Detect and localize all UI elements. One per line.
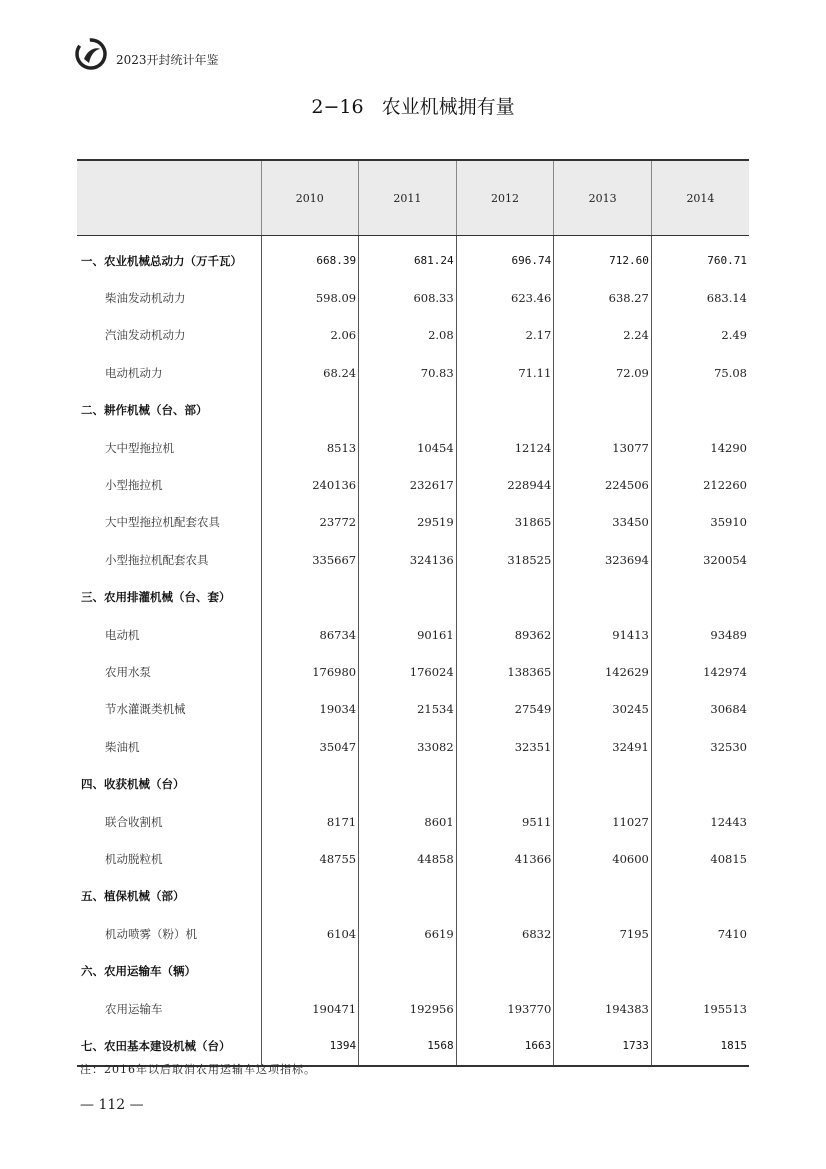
item-label: 汽油发动机动力	[105, 328, 186, 343]
item-label: 大中型拖拉机	[105, 440, 174, 455]
table-row	[77, 952, 749, 989]
item-label: 电动机	[105, 627, 140, 642]
table-row	[77, 279, 749, 316]
item-label: 大中型拖拉机配套农具	[105, 515, 220, 530]
value-cell: 6832	[456, 915, 554, 952]
value-cell: 35047	[261, 728, 359, 765]
table-title: 农业机械拥有量	[381, 96, 515, 118]
value-cell: 2.24	[554, 317, 652, 354]
value-cell: 212260	[651, 466, 749, 503]
category-label: 四、收获机械（台）	[81, 777, 185, 792]
column-header: 2013	[554, 160, 652, 236]
value-cell: 75.08	[651, 354, 749, 391]
value-cell: 192956	[359, 990, 457, 1027]
value-cell	[456, 765, 554, 802]
header-blank-cell	[77, 160, 261, 236]
value-cell: 32491	[554, 728, 652, 765]
value-cell: 32351	[456, 728, 554, 765]
table-number: 2−16	[311, 96, 364, 118]
value-cell: 89362	[456, 616, 554, 653]
value-cell	[651, 392, 749, 429]
value-cell: 72.09	[554, 354, 652, 391]
value-cell: 11027	[554, 803, 652, 840]
category-label: 七、农田基本建设机械（台）	[77, 1027, 261, 1065]
value-cell	[359, 392, 457, 429]
value-cell: 30684	[651, 691, 749, 728]
item-label: 柴油发动机动力	[105, 291, 186, 306]
value-cell: 40815	[651, 840, 749, 877]
value-cell	[359, 579, 457, 616]
value-cell: 712.60	[554, 236, 652, 280]
table-row	[77, 392, 749, 429]
value-cell: 90161	[359, 616, 457, 653]
value-cell: 1815	[651, 1027, 749, 1065]
value-cell: 2.08	[359, 317, 457, 354]
value-cell: 598.09	[261, 279, 359, 316]
value-cell: 193770	[456, 990, 554, 1027]
item-label: 电动机动力	[105, 365, 163, 380]
page-number: — 112 —	[80, 1097, 144, 1113]
value-cell: 6619	[359, 915, 457, 952]
value-cell	[261, 765, 359, 802]
value-cell	[359, 878, 457, 915]
value-cell	[554, 952, 652, 989]
table-row	[77, 616, 749, 653]
item-label: 机动喷雾（粉）机	[105, 926, 197, 941]
value-cell: 86734	[261, 616, 359, 653]
value-cell: 7195	[554, 915, 652, 952]
value-cell: 232617	[359, 466, 457, 503]
item-label: 小型拖拉机	[105, 478, 163, 493]
value-cell: 71.11	[456, 354, 554, 391]
value-cell: 70.83	[359, 354, 457, 391]
value-cell: 194383	[554, 990, 652, 1027]
data-table-container	[77, 159, 749, 1067]
yearbook-title: 2023开封统计年鉴	[116, 52, 219, 67]
column-header: 2014	[651, 160, 749, 236]
value-cell: 40600	[554, 840, 652, 877]
value-cell: 93489	[651, 616, 749, 653]
value-cell: 683.14	[651, 279, 749, 316]
value-cell: 190471	[261, 990, 359, 1027]
value-cell	[554, 579, 652, 616]
value-cell: 681.24	[359, 236, 457, 280]
value-cell	[261, 952, 359, 989]
value-cell: 1663	[456, 1027, 554, 1065]
value-cell: 68.24	[261, 354, 359, 391]
value-cell: 138365	[456, 653, 554, 690]
table-row	[77, 1027, 749, 1065]
table-row	[77, 466, 749, 503]
table-row	[77, 317, 749, 354]
value-cell: 8601	[359, 803, 457, 840]
item-label: 农用水泵	[105, 664, 151, 679]
value-cell: 31865	[456, 504, 554, 541]
value-cell	[651, 765, 749, 802]
value-cell	[456, 878, 554, 915]
table-row	[77, 691, 749, 728]
value-cell: 6104	[261, 915, 359, 952]
value-cell: 335667	[261, 541, 359, 578]
value-cell: 32530	[651, 728, 749, 765]
value-cell: 48755	[261, 840, 359, 877]
value-cell: 91413	[554, 616, 652, 653]
value-cell	[651, 579, 749, 616]
value-cell: 12124	[456, 429, 554, 466]
value-cell: 760.71	[651, 236, 749, 280]
value-cell: 318525	[456, 541, 554, 578]
item-label: 柴油机	[105, 739, 140, 754]
value-cell	[554, 392, 652, 429]
table-body	[77, 236, 749, 1066]
value-cell: 323694	[554, 541, 652, 578]
value-cell	[261, 392, 359, 429]
value-cell: 176980	[261, 653, 359, 690]
value-cell: 8513	[261, 429, 359, 466]
category-label: 一、农业机械总动力（万千瓦）	[81, 253, 242, 268]
item-label: 小型拖拉机配套农具	[105, 552, 209, 567]
table-row	[77, 579, 749, 616]
value-cell: 29519	[359, 504, 457, 541]
value-cell: 176024	[359, 653, 457, 690]
column-header: 2010	[261, 160, 359, 236]
value-cell: 2.17	[456, 317, 554, 354]
value-cell: 142974	[651, 653, 749, 690]
table-row	[77, 990, 749, 1027]
machinery-table	[77, 159, 749, 1067]
footnote: 注：2016年以后取消农用运输车这项指标。	[80, 1063, 316, 1076]
table-row	[77, 236, 749, 280]
value-cell: 41366	[456, 840, 554, 877]
table-row	[77, 728, 749, 765]
value-cell: 33450	[554, 504, 652, 541]
value-cell: 324136	[359, 541, 457, 578]
table-row	[77, 803, 749, 840]
table-row	[77, 915, 749, 952]
value-cell: 1733	[554, 1027, 652, 1065]
item-label: 机动脱粒机	[105, 851, 163, 866]
value-cell	[261, 878, 359, 915]
value-cell	[261, 579, 359, 616]
value-cell: 1568	[359, 1027, 457, 1065]
value-cell: 8171	[261, 803, 359, 840]
value-cell: 2.49	[651, 317, 749, 354]
value-cell: 320054	[651, 541, 749, 578]
item-label: 农用运输车	[105, 1001, 163, 1016]
table-row	[77, 541, 749, 578]
page-title	[0, 92, 826, 119]
value-cell: 21534	[359, 691, 457, 728]
value-cell	[651, 952, 749, 989]
value-cell	[359, 952, 457, 989]
value-cell: 30245	[554, 691, 652, 728]
category-label: 三、农用排灌机械（台、套）	[81, 590, 231, 605]
category-label: 二、耕作机械（台、部）	[81, 403, 208, 418]
value-cell: 142629	[554, 653, 652, 690]
item-label: 节水灌溉类机械	[105, 702, 186, 717]
value-cell: 696.74	[456, 236, 554, 280]
table-row	[77, 765, 749, 802]
value-cell: 2.06	[261, 317, 359, 354]
table-row	[77, 504, 749, 541]
table-row	[77, 354, 749, 391]
value-cell: 224506	[554, 466, 652, 503]
value-cell: 195513	[651, 990, 749, 1027]
table-row	[77, 653, 749, 690]
kaifeng-logo-icon	[74, 37, 108, 71]
value-cell	[554, 878, 652, 915]
value-cell: 623.46	[456, 279, 554, 316]
value-cell	[456, 392, 554, 429]
table-row	[77, 878, 749, 915]
value-cell: 9511	[456, 803, 554, 840]
value-cell: 14290	[651, 429, 749, 466]
value-cell: 7410	[651, 915, 749, 952]
value-cell: 638.27	[554, 279, 652, 316]
value-cell	[359, 765, 457, 802]
value-cell	[456, 952, 554, 989]
table-row	[77, 429, 749, 466]
value-cell: 240136	[261, 466, 359, 503]
category-label: 五、植保机械（部）	[81, 889, 185, 904]
value-cell: 44858	[359, 840, 457, 877]
table-header-row	[77, 160, 749, 236]
value-cell: 27549	[456, 691, 554, 728]
table-row	[77, 840, 749, 877]
value-cell: 668.39	[261, 236, 359, 280]
value-cell: 10454	[359, 429, 457, 466]
value-cell	[456, 579, 554, 616]
value-cell: 35910	[651, 504, 749, 541]
value-cell: 608.33	[359, 279, 457, 316]
value-cell: 23772	[261, 504, 359, 541]
page-header	[74, 36, 219, 72]
value-cell: 12443	[651, 803, 749, 840]
item-label: 联合收割机	[105, 814, 163, 829]
column-header: 2011	[359, 160, 457, 236]
value-cell	[651, 878, 749, 915]
value-cell	[554, 765, 652, 802]
category-label: 六、农用运输车（辆）	[81, 964, 196, 979]
value-cell: 1394	[261, 1027, 359, 1065]
value-cell: 19034	[261, 691, 359, 728]
value-cell: 13077	[554, 429, 652, 466]
column-header: 2012	[456, 160, 554, 236]
value-cell: 228944	[456, 466, 554, 503]
value-cell: 33082	[359, 728, 457, 765]
